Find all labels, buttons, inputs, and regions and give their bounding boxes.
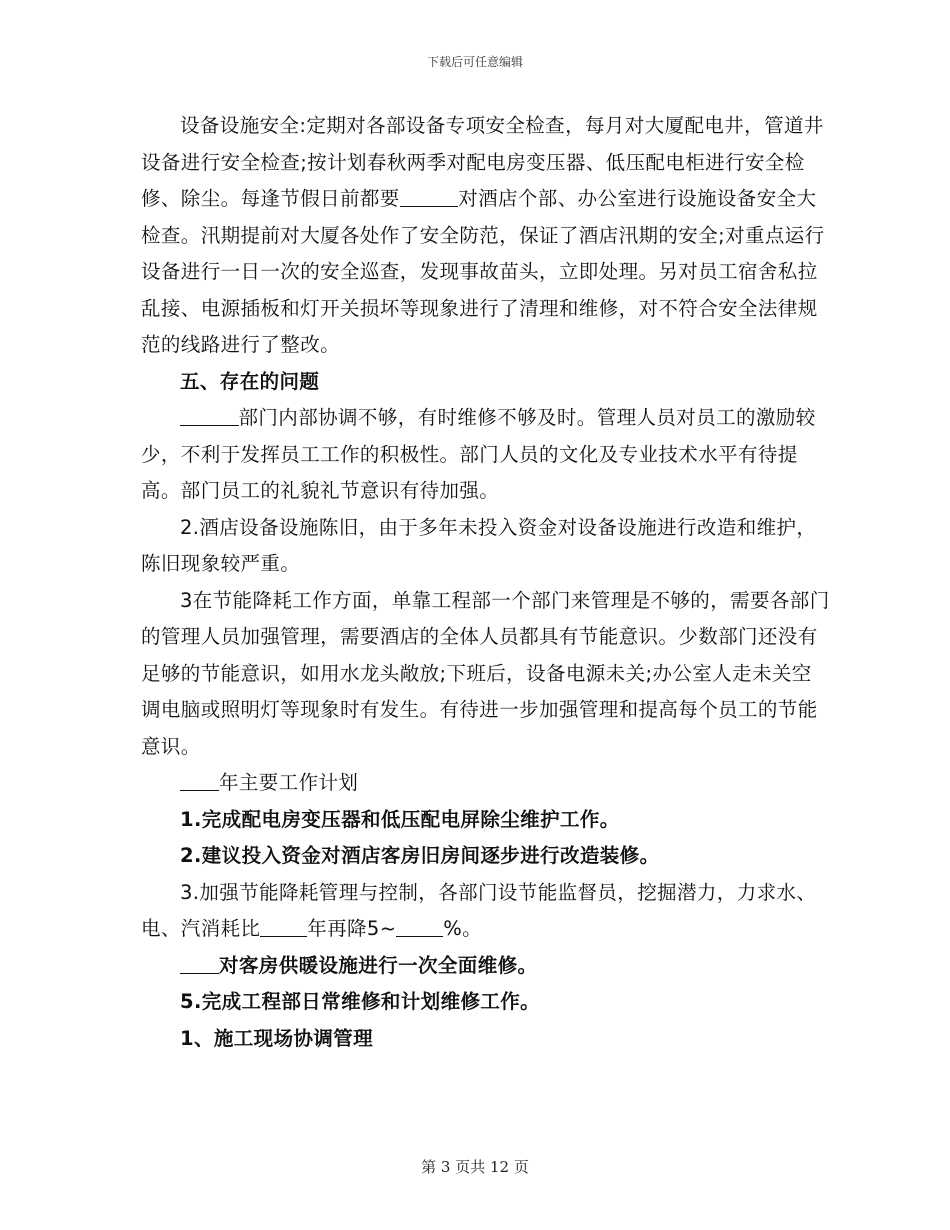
section-heading-site-coordination: 1、施工现场协调管理: [180, 1026, 374, 1050]
document-body: [141, 108, 831, 1057]
fill-in-blank: [260, 917, 307, 938]
plan-item-5: 5.完成工程部日常维修和计划维修工作。: [180, 990, 541, 1013]
paragraph-energy-saving: 3在节能降耗工作方面，单靠工程部一个部门来管理是不够的，需要各部门的管理人员加强管理，需要酒店的全体人员都具有节能意识。少数部门还没有足够的节能意识，如用水龙头敞放;下班后，设备电源未关;办公室人走未关空调电脑或照明灯等现象时有发生。有待进一步加强管理和提高每个员工的节能意识。: [141, 588, 830, 758]
paragraph-work-plan-title: [141, 765, 831, 802]
page-footer: 第 3 页共 12 页: [421, 1158, 529, 1176]
fill-in-blank: [396, 917, 443, 938]
fill-in-blank: [180, 953, 219, 974]
paragraph-text: 年再降5~: [307, 917, 397, 940]
page-header: 下载后可任意编辑: [426, 55, 523, 69]
paragraph-text: 设备设施安全:定期对各部设备专项安全检查，每月对大厦配电井，管道井设备进行安全检查;按计划春秋两季对配电房变压器、低压配电柜进行安全检修、除尘。每逢节假日前都要: [141, 114, 824, 210]
paragraph-text: %。: [443, 917, 483, 940]
paragraph-text: 部门内部协调不够，有时维修不够及时。管理人员对员工的激励较少，不利于发挥员工工作的积极性。部门人员的文化及专业技术水平有待提高。部门员工的礼貌礼节意识有待加强。: [141, 406, 816, 502]
plan-item-2: 2.建议投入资金对酒店客房旧房间逐步进行改造装修。: [180, 844, 660, 867]
paragraph-text: 对酒店个部、办公室进行设施设备安全大检查。汛期提前对大厦各处作了安全防范，保证了酒店汛期的安全;对重点运行设备进行一日一次的安全巡查，发现事故苗头，立即处理。另对员工宿舍私拉乱接、电源插板和灯开关损坏等现象进行了清理和维修，对不符合安全法律规范的线路进行了整改。: [141, 187, 825, 356]
fill-in-blank: [180, 406, 239, 427]
paragraph-text: 年主要工作计划: [219, 771, 359, 794]
paragraph-text: 对客房供暖设施进行一次全面维修。: [219, 953, 538, 977]
paragraph-equipment-safety: [141, 108, 831, 364]
fill-in-blank: [180, 771, 219, 792]
plan-item-1: 1.完成配电房变压器和低压配电屏除尘维护工作。: [180, 807, 620, 831]
plan-item-3: [141, 875, 831, 948]
plan-item-4: [141, 948, 831, 985]
fill-in-blank: [400, 187, 459, 208]
section-heading-existing-problems: 五、存在的问题: [180, 369, 320, 393]
paragraph-coordination: [141, 400, 831, 510]
paragraph-old-equipment: 2.酒店设备设施陈旧，由于多年未投入资金对设备设施进行改造和维护，陈旧现象较严重。: [141, 515, 817, 575]
paragraph-text: 3.加强节能降耗管理与控制，各部门设节能监督员，挖掘潜力，力求水、电、汽消耗比: [141, 880, 817, 940]
